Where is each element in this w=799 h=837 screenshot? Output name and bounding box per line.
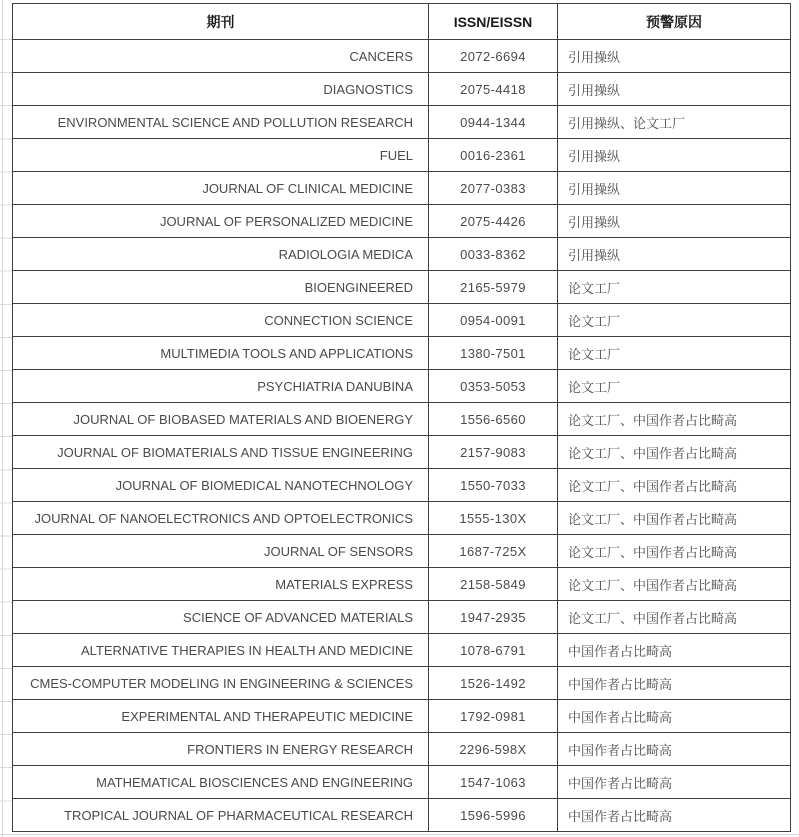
journal-row — [13, 469, 791, 502]
sheet-gridline-bottom — [0, 834, 799, 835]
warning-reason: 引用操纵 — [558, 205, 791, 238]
issn-value: 2075-4418 — [429, 73, 558, 106]
journal-row — [13, 733, 791, 766]
issn-value: 2072-6694 — [429, 40, 558, 73]
journal-row — [13, 73, 791, 106]
journal-name: DIAGNOSTICS — [13, 73, 429, 106]
issn-value: 2296-598X — [429, 733, 558, 766]
warning-reason: 论文工厂 — [558, 370, 791, 403]
journal-row — [13, 535, 791, 568]
journal-row — [13, 337, 791, 370]
issn-value: 1380-7501 — [429, 337, 558, 370]
issn-value: 2075-4426 — [429, 205, 558, 238]
journal-name: MULTIMEDIA TOOLS AND APPLICATIONS — [13, 337, 429, 370]
issn-value: 1550-7033 — [429, 469, 558, 502]
issn-value: 1596-5996 — [429, 799, 558, 832]
journal-name: FUEL — [13, 139, 429, 172]
warning-reason: 中国作者占比畸高 — [558, 700, 791, 733]
issn-value: 1556-6560 — [429, 403, 558, 436]
journal-name: JOURNAL OF CLINICAL MEDICINE — [13, 172, 429, 205]
table-header-row — [13, 4, 791, 40]
warning-reason: 论文工厂、中国作者占比畸高 — [558, 601, 791, 634]
issn-value: 2077-0383 — [429, 172, 558, 205]
journal-row — [13, 271, 791, 304]
warning-reason: 论文工厂 — [558, 271, 791, 304]
journal-name: RADIOLOGIA MEDICA — [13, 238, 429, 271]
journal-name: CANCERS — [13, 40, 429, 73]
issn-value: 1947-2935 — [429, 601, 558, 634]
journal-name: MATERIALS EXPRESS — [13, 568, 429, 601]
journal-row — [13, 568, 791, 601]
journal-row — [13, 436, 791, 469]
warning-reason: 中国作者占比畸高 — [558, 634, 791, 667]
journal-row — [13, 502, 791, 535]
warning-reason: 论文工厂、中国作者占比畸高 — [558, 535, 791, 568]
warning-reason: 引用操纵 — [558, 40, 791, 73]
issn-value: 1687-725X — [429, 535, 558, 568]
journal-row — [13, 403, 791, 436]
warning-reason: 论文工厂、中国作者占比畸高 — [558, 502, 791, 535]
issn-value: 1547-1063 — [429, 766, 558, 799]
column-header-journal: 期刊 — [13, 4, 429, 40]
warning-reason: 中国作者占比畸高 — [558, 667, 791, 700]
issn-value: 2165-5979 — [429, 271, 558, 304]
issn-value: 2157-9083 — [429, 436, 558, 469]
journal-row — [13, 139, 791, 172]
column-header-issn: ISSN/EISSN — [429, 4, 558, 40]
issn-value: 1555-130X — [429, 502, 558, 535]
warning-reason: 论文工厂、中国作者占比畸高 — [558, 469, 791, 502]
journal-name: ENVIRONMENTAL SCIENCE AND POLLUTION RESEARCH — [13, 106, 429, 139]
journal-name: CMES-COMPUTER MODELING IN ENGINEERING & SCIENCES — [13, 667, 429, 700]
journal-name: JOURNAL OF SENSORS — [13, 535, 429, 568]
warning-reason: 中国作者占比畸高 — [558, 733, 791, 766]
journal-name: BIOENGINEERED — [13, 271, 429, 304]
issn-value: 1526-1492 — [429, 667, 558, 700]
journal-row — [13, 106, 791, 139]
issn-value: 0353-5053 — [429, 370, 558, 403]
journal-row — [13, 40, 791, 73]
journal-warning-table — [12, 3, 791, 832]
journal-name: FRONTIERS IN ENERGY RESEARCH — [13, 733, 429, 766]
journal-name: JOURNAL OF PERSONALIZED MEDICINE — [13, 205, 429, 238]
warning-reason: 引用操纵 — [558, 238, 791, 271]
issn-value: 2158-5849 — [429, 568, 558, 601]
journal-row — [13, 799, 791, 832]
warning-reason: 中国作者占比畸高 — [558, 799, 791, 832]
warning-reason: 论文工厂、中国作者占比畸高 — [558, 436, 791, 469]
warning-reason: 论文工厂、中国作者占比畸高 — [558, 568, 791, 601]
journal-row — [13, 304, 791, 337]
warning-reason: 引用操纵 — [558, 172, 791, 205]
journal-row — [13, 766, 791, 799]
journal-row — [13, 172, 791, 205]
journal-name: TROPICAL JOURNAL OF PHARMACEUTICAL RESEARCH — [13, 799, 429, 832]
issn-value: 0033-8362 — [429, 238, 558, 271]
issn-value: 0954-0091 — [429, 304, 558, 337]
warning-reason: 论文工厂 — [558, 337, 791, 370]
journal-name: JOURNAL OF BIOBASED MATERIALS AND BIOENERGY — [13, 403, 429, 436]
journal-row — [13, 634, 791, 667]
journal-name: EXPERIMENTAL AND THERAPEUTIC MEDICINE — [13, 700, 429, 733]
journal-row — [13, 370, 791, 403]
journal-name: ALTERNATIVE THERAPIES IN HEALTH AND MEDICINE — [13, 634, 429, 667]
journal-name: PSYCHIATRIA DANUBINA — [13, 370, 429, 403]
journal-row — [13, 205, 791, 238]
warning-reason: 论文工厂 — [558, 304, 791, 337]
column-header-reason: 预警原因 — [558, 4, 791, 40]
sheet-gridline-row-ticks — [0, 39, 12, 832]
journal-name: CONNECTION SCIENCE — [13, 304, 429, 337]
journal-row — [13, 700, 791, 733]
journal-row — [13, 238, 791, 271]
journal-row — [13, 667, 791, 700]
journal-name: JOURNAL OF BIOMEDICAL NANOTECHNOLOGY — [13, 469, 429, 502]
journal-name: SCIENCE OF ADVANCED MATERIALS — [13, 601, 429, 634]
warning-reason: 引用操纵 — [558, 139, 791, 172]
warning-reason: 中国作者占比畸高 — [558, 766, 791, 799]
warning-reason: 引用操纵、论文工厂 — [558, 106, 791, 139]
issn-value: 0944-1344 — [429, 106, 558, 139]
issn-value: 1792-0981 — [429, 700, 558, 733]
issn-value: 0016-2361 — [429, 139, 558, 172]
journal-name: JOURNAL OF BIOMATERIALS AND TISSUE ENGINEERING — [13, 436, 429, 469]
journal-name: MATHEMATICAL BIOSCIENCES AND ENGINEERING — [13, 766, 429, 799]
warning-reason: 论文工厂、中国作者占比畸高 — [558, 403, 791, 436]
journal-name: JOURNAL OF NANOELECTRONICS AND OPTOELECTRONICS — [13, 502, 429, 535]
issn-value: 1078-6791 — [429, 634, 558, 667]
journal-row — [13, 601, 791, 634]
warning-reason: 引用操纵 — [558, 73, 791, 106]
